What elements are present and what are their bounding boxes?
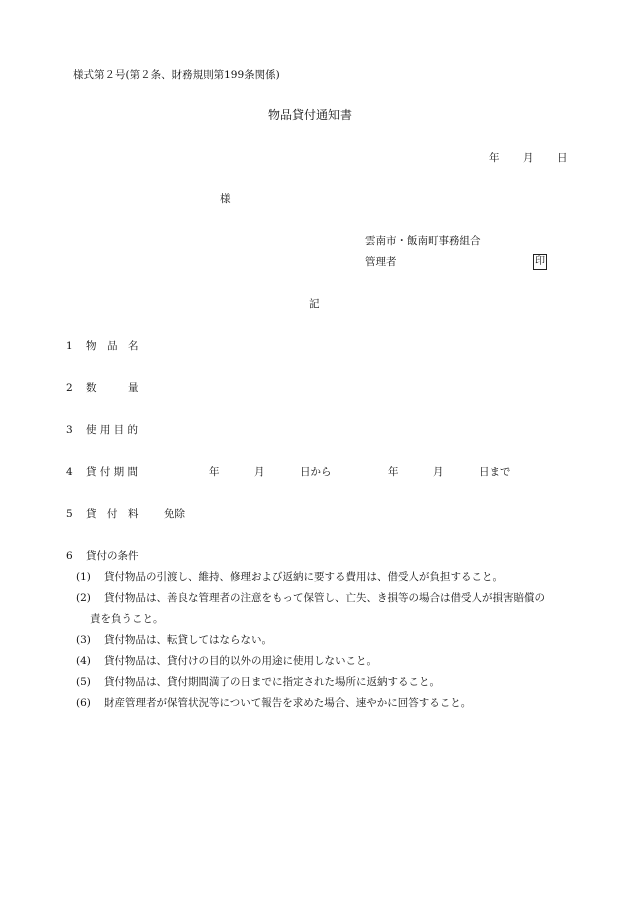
item-2-label: 数 量 [86,382,139,394]
document-title: 物品貸付通知書 [268,108,353,122]
period-start-year: 年 [209,466,220,478]
item-5-number: 5 [66,508,73,520]
period-end-year: 年 [388,466,399,478]
condition-6-number: (6) [76,697,91,709]
condition-1-text: 貸付物品の引渡し、維持、修理および返納に要する費用は、借受人が負担すること。 [104,571,503,583]
seal-mark: 印 [533,254,547,270]
condition-3-text: 貸付物品は、転貸してはならない。 [104,634,272,646]
date-day-label: 日 [557,152,568,164]
condition-4-number: (4) [76,655,91,667]
ki-heading: 記 [309,298,320,310]
condition-2-text: 貸付物品は、善良な管理者の注意をもって保管し、亡失、き損等の場合は借受人が損害賠償の [104,592,545,604]
condition-2-number: (2) [76,592,91,604]
condition-6-text: 財産管理者が保管状況等について報告を求めた場合、速やかに回答すること。 [104,697,472,709]
period-start-month: 月 [254,466,265,478]
conditions-number: 6 [66,550,73,562]
item-4-label: 貸 付 期 間 [86,466,139,478]
item-1-number: 1 [66,340,73,352]
issuer-role: 管理者 [365,256,397,268]
item-3-label: 使 用 目 的 [86,424,139,436]
condition-1-number: (1) [76,571,91,583]
item-4-number: 4 [66,466,73,478]
period-end-day: 日まで [479,466,511,478]
condition-3-number: (3) [76,634,91,646]
form-reference: 様式第２号(第２条、財務規則第199条関係) [73,69,280,81]
date-month-label: 月 [523,152,534,164]
issuer-organization: 雲南市・飯南町事務組合 [365,235,481,247]
item-2-number: 2 [66,382,73,394]
item-3-number: 3 [66,424,73,436]
date-year-label: 年 [489,152,500,164]
item-5-value: 免除 [164,508,185,520]
condition-5-text: 貸付物品は、貸付期間満了の日までに指定された場所に返納すること。 [104,676,440,688]
item-5-label: 貸 付 料 [86,508,139,520]
condition-5-number: (5) [76,676,91,688]
period-start-day: 日から [300,466,332,478]
period-end-month: 月 [433,466,444,478]
item-1-label: 物 品 名 [86,340,139,352]
condition-4-text: 貸付物品は、貸付けの目的以外の用途に使用しないこと。 [104,655,377,667]
recipient-suffix: 様 [220,193,231,205]
condition-2-text-continued: 責を負うこと。 [90,613,164,625]
conditions-heading: 貸付の条件 [86,550,139,562]
